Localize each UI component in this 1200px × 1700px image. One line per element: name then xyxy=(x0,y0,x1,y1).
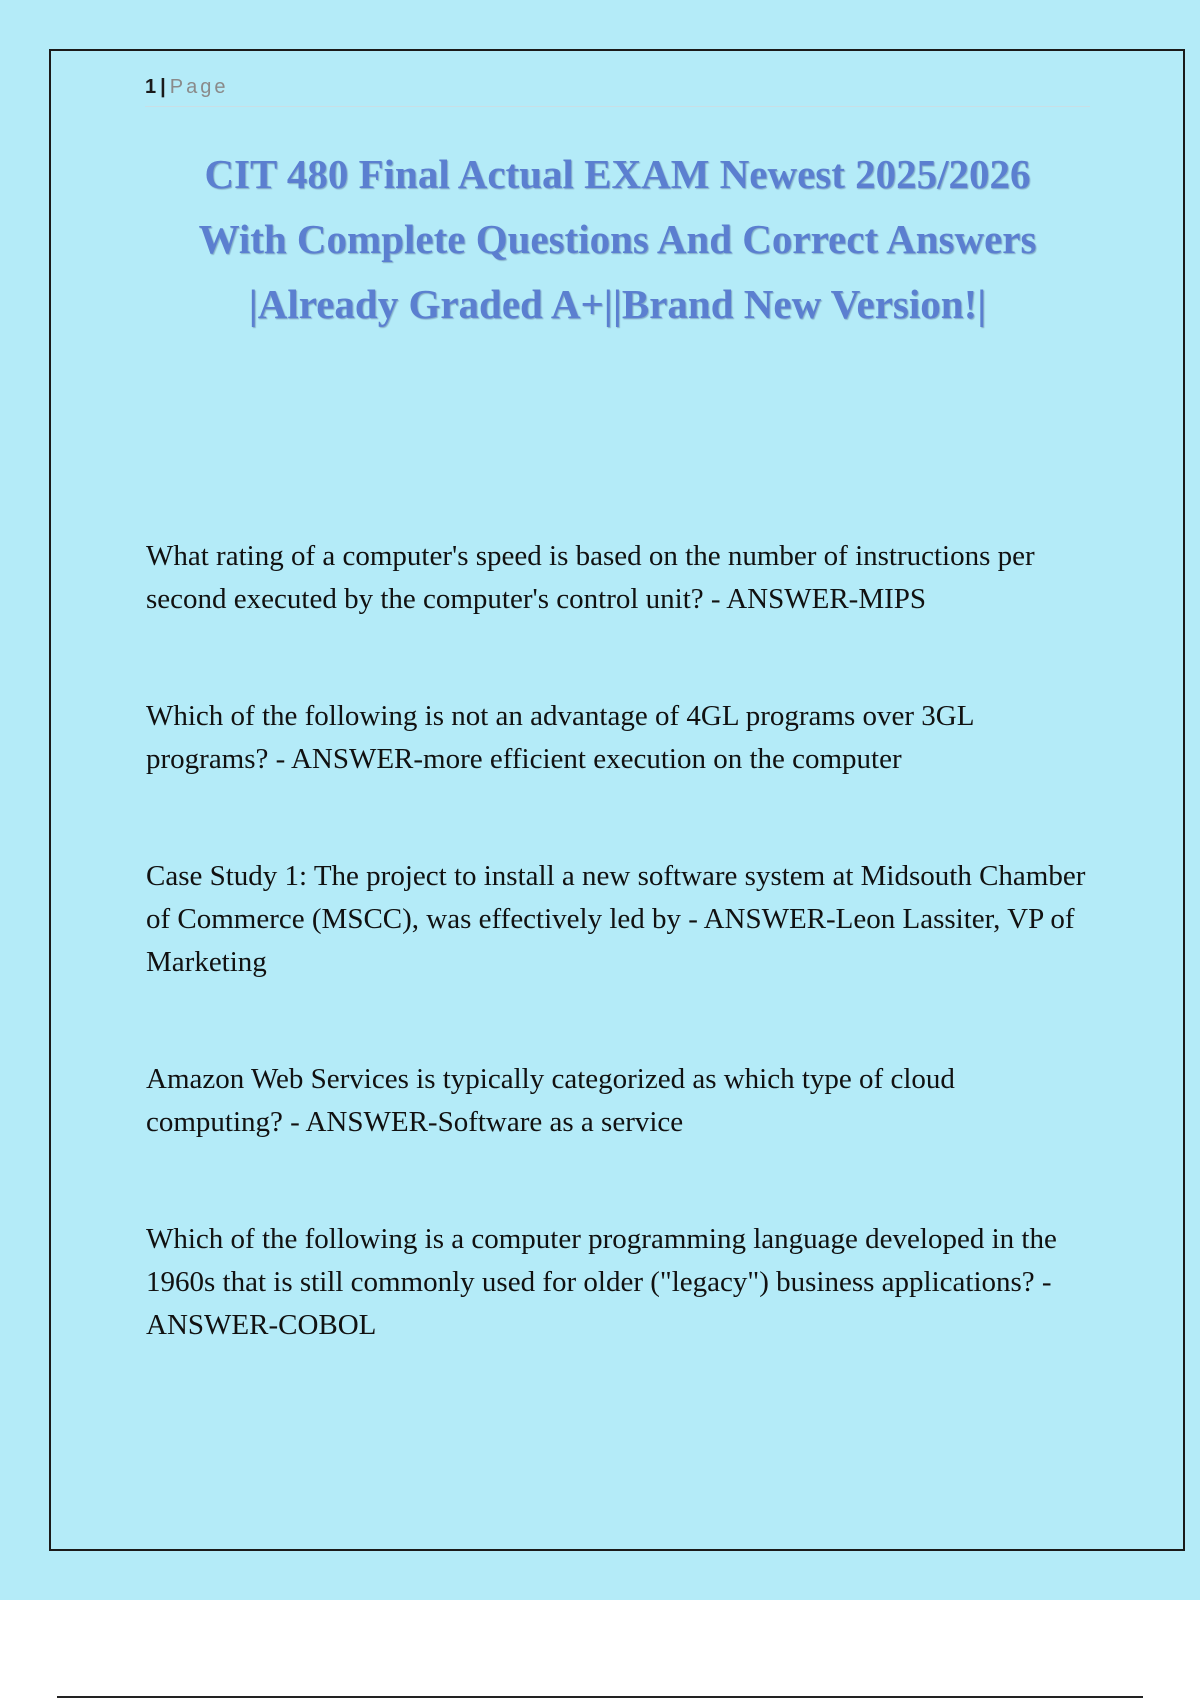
question-answer-item: Which of the following is a computer programming language developed in the 1960s that is still commonly used for older ("legacy") business applications? - ANSWER-COBOL xyxy=(146,1223,1057,1341)
page-header-separator: | xyxy=(160,76,166,98)
question-answer-item: What rating of a computer's speed is based on the number of instructions per second executed by the computer's control unit? - ANSWER-MIPS xyxy=(146,540,1035,615)
page-label: Page xyxy=(169,76,229,98)
question-answer-item: Amazon Web Services is typically categorized as which type of cloud computing? - ANSWER-Software as a service xyxy=(146,1063,955,1138)
question-answer-list xyxy=(146,535,1096,1421)
page-header xyxy=(145,74,1090,107)
question-answer-item: Which of the following is not an advantage of 4GL programs over 3GL programs? - ANSWER-more efficient execution on the computer xyxy=(146,700,974,775)
document-title-line: CIT 480 Final Actual EXAM Newest 2025/2026 xyxy=(204,151,1031,197)
document-title-line: With Complete Questions And Correct Answers xyxy=(198,216,1037,262)
footer-rule xyxy=(57,1696,1143,1698)
document-title xyxy=(130,142,1105,337)
question-answer-item: Case Study 1: The project to install a new software system at Midsouth Chamber of Commerce (MSCC), was effectively led by - ANSWER-Leon Lassiter, VP of Marketing xyxy=(146,860,1086,978)
page-number: 1 xyxy=(145,76,157,98)
document-title-line: |Already Graded A+||Brand New Version!| xyxy=(248,281,987,327)
